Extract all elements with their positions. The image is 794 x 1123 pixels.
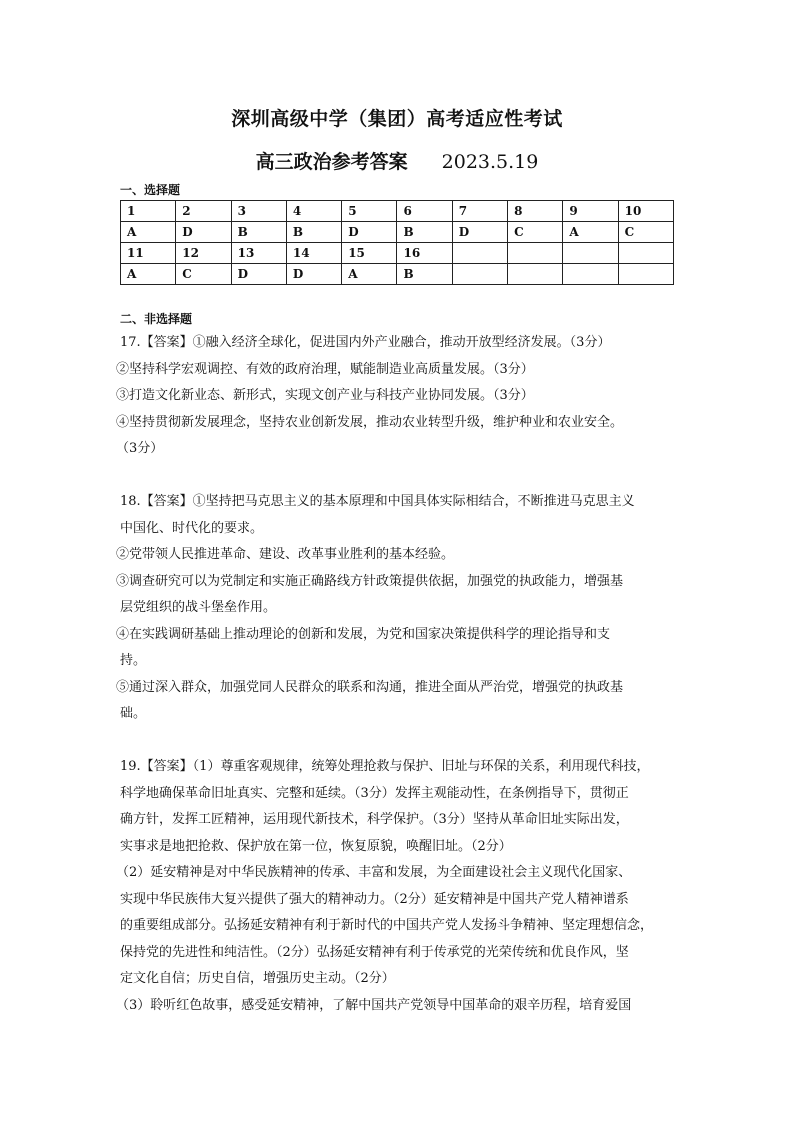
table-cell: A	[121, 264, 176, 285]
table-cell	[452, 264, 507, 285]
q19-answer	[116, 754, 686, 1019]
table-cell: 11	[121, 243, 176, 264]
table-cell: D	[342, 222, 397, 243]
question-number-row	[121, 201, 674, 222]
text-line: 保持党的先进性和纯洁性。（2分）弘扬延安精神有利于传承党的光荣传统和优良作风，坚	[120, 944, 629, 960]
table-cell: A	[563, 222, 618, 243]
text-line: 础。	[120, 706, 147, 721]
text-line: 17.【答案】①融入经济全球化，促进国内外产业融合，推动开放型经济发展。（3分）	[120, 335, 611, 350]
exam-date: 2023.5.19	[441, 151, 539, 173]
table-cell: C	[618, 222, 673, 243]
table-cell: A	[342, 264, 397, 285]
text-line: 定文化自信；历史自信，增强历史主动。（2分）	[120, 971, 395, 986]
text-line: ②坚持科学宏观调控、有效的政府治理，赋能制造业高质量发展。（3分）	[116, 361, 534, 377]
text-line: ④坚持贯彻新发展理念，坚持农业创新发展，推动农业转型升级，维护种业和农业安全。	[116, 414, 624, 430]
table-cell: D	[176, 222, 231, 243]
table-cell: 6	[397, 201, 452, 222]
answer-subtitle	[0, 147, 794, 174]
table-cell	[618, 243, 673, 264]
table-cell: C	[508, 222, 563, 243]
table-cell: 5	[342, 201, 397, 222]
text-line: ②党带领人民推进革命、建设、改革事业胜利的基本经验。	[116, 547, 455, 562]
text-line: （3）聆听红色故事，感受延安精神，了解中国共产党领导中国革命的艰辛历程，培育爱国	[116, 997, 632, 1013]
text-line: ④在实践调研基础上推动理论的创新和发展，为党和国家决策提供科学的理论指导和支	[116, 626, 611, 642]
text-line: ③打造文化新业态、新形式，实现文创产业与科技产业协同发展。（3分）	[116, 388, 534, 403]
table-cell: 7	[452, 201, 507, 222]
table-cell: D	[286, 264, 341, 285]
table-cell	[508, 243, 563, 264]
text-line: 科学地确保革命旧址真实、完整和延续。（3分）发挥主观能动性，在条例指导下，贯彻正	[120, 785, 629, 801]
table-cell: 16	[397, 243, 452, 264]
q18-answer	[116, 489, 686, 728]
table-cell: 1	[121, 201, 176, 222]
table-cell: 3	[231, 201, 286, 222]
table-cell: 12	[176, 243, 231, 264]
table-cell: 8	[508, 201, 563, 222]
answer-body	[116, 330, 686, 1019]
table-cell: C	[176, 264, 231, 285]
table-cell: 9	[563, 201, 618, 222]
text-line: 确方针，发挥工匠精神，运用现代新技术，科学保护。（3分）坚持从革命旧址实际出发，	[120, 812, 629, 827]
section-heading-choice: 一、选择题	[120, 183, 181, 197]
text-line: 19.【答案】（1）尊重客观规律，统筹处理抢救与保护、旧址与环保的关系，利用现代科技，	[120, 759, 650, 774]
table-cell	[563, 264, 618, 285]
table-cell: 4	[286, 201, 341, 222]
exam-title: 深圳高级中学（集团）高考适应性考试	[231, 108, 563, 130]
question-number-row	[121, 243, 674, 264]
table-cell: D	[231, 264, 286, 285]
section-heading-nonchoice: 二、非选择题	[120, 312, 193, 326]
answer-row	[121, 222, 674, 243]
table-cell: B	[231, 222, 286, 243]
table-cell: 10	[618, 201, 673, 222]
q17-answer	[116, 330, 686, 463]
table-cell: 2	[176, 201, 231, 222]
text-line: （3分）	[116, 441, 164, 456]
text-line: 实事求是地把抢救、保护放在第一位，恢复原貌，唤醒旧址。（2分）	[120, 838, 512, 854]
table-cell	[563, 243, 618, 264]
table-cell: A	[121, 222, 176, 243]
text-line: 中国化、时代化的要求。	[120, 520, 264, 536]
choice-answer-table	[120, 200, 674, 285]
text-line: 层党组织的战斗堡垒作用。	[120, 600, 277, 615]
text-line: 18.【答案】①坚持把马克思主义的基本原理和中国具体实际相结合，不断推进马克思主义	[120, 494, 635, 509]
table-cell	[508, 264, 563, 285]
table-cell: B	[397, 264, 452, 285]
table-cell: B	[397, 222, 452, 243]
text-line: 的重要组成部分。弘扬延安精神有利于新时代的中国共产党人发扬斗争精神、坚定理想信念，	[120, 918, 654, 933]
text-line: （2）延安精神是对中华民族精神的传承、丰富和发展，为全面建设社会主义现代化国家、	[116, 865, 632, 880]
subtitle-text: 高三政治参考答案	[255, 151, 408, 173]
table-cell	[452, 243, 507, 264]
table-cell: B	[286, 222, 341, 243]
text-line: 实现中华民族伟大复兴提供了强大的精神动力。（2分）延安精神是中国共产党人精神谱系	[120, 891, 629, 907]
text-line: ⑤通过深入群众，加强党同人民群众的联系和沟通，推进全面从严治党，增强党的执政基	[116, 679, 624, 695]
answer-row	[121, 264, 674, 285]
table-cell	[618, 264, 673, 285]
text-line: 持。	[120, 653, 147, 668]
table-cell: D	[452, 222, 507, 243]
table-cell: 13	[231, 243, 286, 264]
table-cell: 15	[342, 243, 397, 264]
table-cell: 14	[286, 243, 341, 264]
text-line: ③调查研究可以为党制定和实施正确路线方针政策提供依据，加强党的执政能力，增强基	[116, 573, 624, 589]
